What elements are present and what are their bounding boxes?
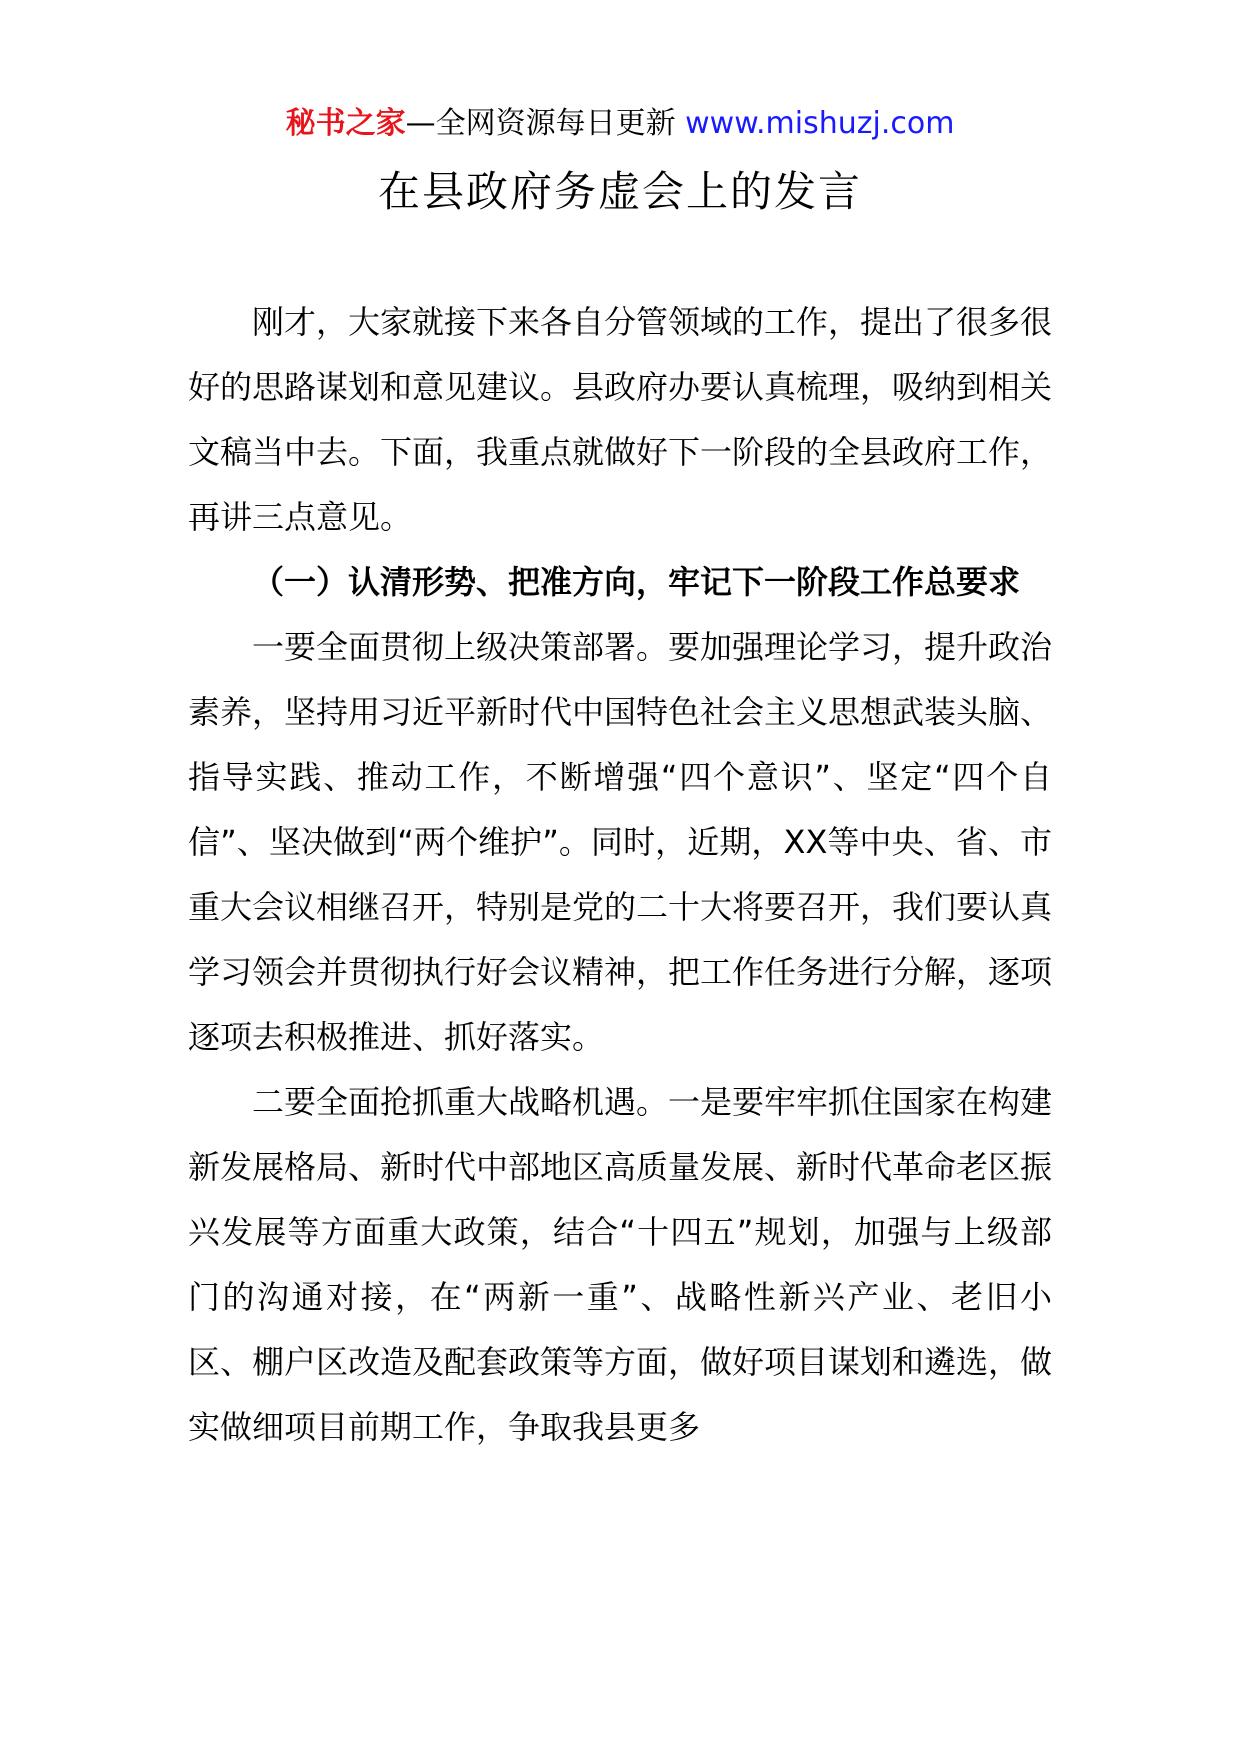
document-body bbox=[188, 290, 1052, 1460]
header-slogan: —全网资源每日更新 bbox=[405, 106, 686, 141]
intro-paragraph: 刚才，大家就接下来各自分管领域的工作，提出了很多很好的思路谋划和意见建议。县政府办要认真梳理，吸纳到相关文稿当中去。下面，我重点就做好下一阶段的全县政府工作，再讲三点意见。 bbox=[188, 303, 1053, 536]
document-title: 在县政府务虚会上的发言 bbox=[377, 167, 862, 216]
body-paragraph: 一要全面贯彻上级决策部署。要加强理论学习，提升政治素养，坚持用习近平新时代中国特色社会主义思想武装头脑、指导实践、推动工作，不断增强“四个意识”、坚定“四个自信”、坚决做到“两个维护”。同时，近期，XX等中央、省、市重大会议相继召开，特别是党的二十大将要召开，我们要认真学习领会并贯彻执行好会议精神，把工作任务进行分解，逐项逐项去积极推进、抓好落实。 bbox=[188, 628, 1053, 1056]
site-url-link[interactable]: www.mishuzj.com bbox=[685, 106, 955, 141]
body-paragraph: 二要全面抢抓重大战略机遇。一是要牢牢抓住国家在构建新发展格局、新时代中部地区高质量发展、新时代革命老区振兴发展等方面重大政策，结合“十四五”规划，加强与上级部门的沟通对接，在“两新一重”、战略性新兴产业、老旧小区、棚户区改造及配套政策等方面，做好项目谋划和遴选，做实做细项目前期工作，争取我县更多 bbox=[188, 1083, 1053, 1446]
site-header bbox=[0, 100, 1240, 148]
section-heading-1: （一）认清形势、把准方向，牢记下一阶段工作总要求 bbox=[252, 563, 1021, 601]
brand-name: 秘书之家 bbox=[285, 106, 406, 141]
